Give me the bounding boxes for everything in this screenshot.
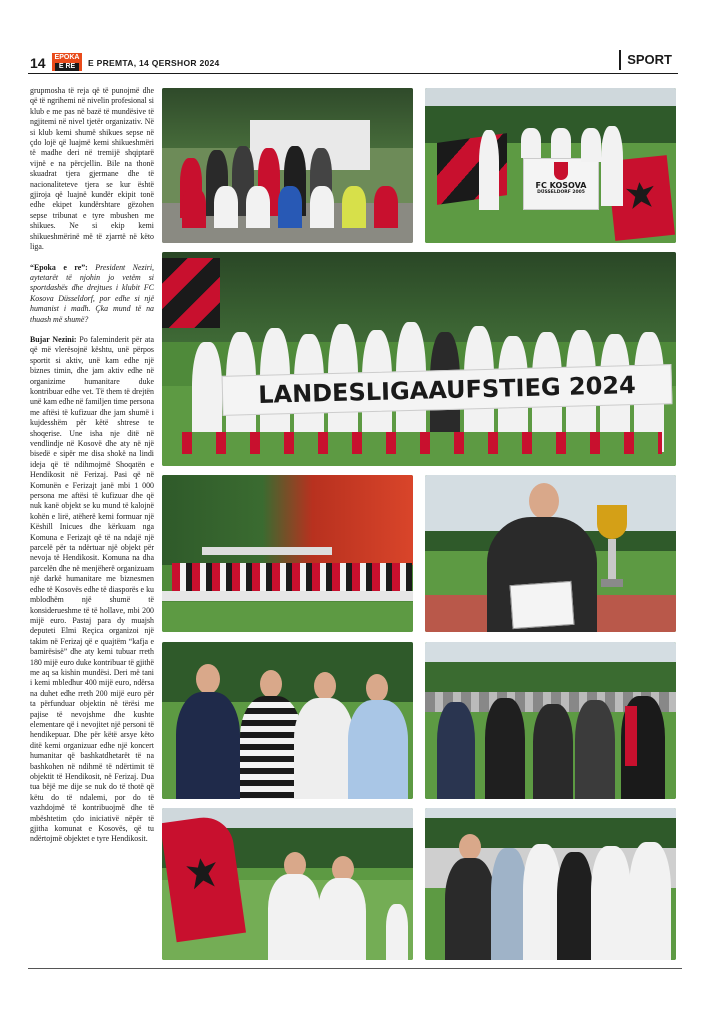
page-divider [28,968,682,969]
photo-flag-pair [162,808,413,960]
club-banner-title: FC KOSOVA [535,181,587,190]
question-text: President Neziri, aytetarët të njohin jo vetëm si sportdashës dhe drejtues i klubit FC Kosova Düsseldorf, por edhe si një humanist i madh. Çka mund të na thuash më shumë? [30,262,154,324]
photo-supporters-group [425,642,676,799]
question-label: “Epoka e re”: [30,262,88,272]
club-banner [523,158,599,210]
logo-line1: EPOKA [54,54,80,61]
club-crest-icon [554,162,568,180]
red-black-flag-icon [162,258,220,328]
answer-label: Bujar Nezini: [30,334,77,344]
photo-club-banner [425,88,676,243]
page-header [28,52,678,74]
photo-men-group [425,808,676,960]
photo-team-group [162,88,413,243]
article-paragraph: grupmosha të reja që të punojmë dhe që të ngrihemi në nivelin profesional si klub e me pas në bazë të mundësive të ngjitemi në nivel tjetër organizativ. Në si klub kemi shumë shikues sepse në çdo lojë që luajmë kemi shikueshmëri të madhe deri në tremijë shqiptarë vijnë e na përcjellin. Bile na thonë skuadrat tjera gjermane dhe të nacionaliteteve tjera se kur është gjiroja që luajnë kundër ekipit tonë edhe ekipet kundërshtare gëzohen sepse tribunat e tyre mbushen me shikues. Ne si ekip kemi shikueshmërinë më të zjarrtë në këto liga. [30,86,154,252]
section-label: SPORT [619,50,678,70]
logo-line2: E RE [55,63,79,71]
newspaper-logo [52,53,82,71]
photo-trophy-award [425,475,676,632]
page-number: 14 [30,55,46,71]
interview-answer [30,335,154,845]
answer-text: Po faleminderit për ata që më vlerësojnë kështu, unë përpos sportit si aktiv, unë kam edhe një biznes timin, dhe jam aktiv edhe në organizime humanitare duke kontribuar edhe vet. Të them të drejtën unë kam edhe në familjen time persona me aftësi të kufizuar dhe jam shumë i kujdesshëm për këtë shtrese te shoqerise. Une isha nje ditë në vendlindje në Kosovë dhe aty në një bisedë e sipër me disa shokë na lindi ideja që të ndihmojmë Shoqatën e Hendikosit në Ferizaj. Pasi që në Komunën e Ferizajt janë mbi 1 000 persona me aftësi të kufizuar dhe që nuk kanë objekt se ku mund të kalojnë kohën e lirë, atëherë kemi formuar një Këshill Inicues dhe kërkuam nga Komuna e Ferizajt që të na ndajë një parcelë për ta ndërtuar një objekt për nevoja të Hendikosit. Komuna na dha parcelën dhe në menjëherë organizuam një darkë humanitare me biznesmen edhe të Kosovës edhe të diasporës e ku mblodhëm një shumë të konsiderueshme të të hollave, mbi 200 mijë euro. Pastaj para dy muajsh deputeti Elmi Reçica organizoi një takim në Ferizaj që e quajtëm “kafja e bamirësisë” dhe aty kemi tubuar rreth 180 mijë euro duke kontribuar të gjithë me aq sa kishin mundësi. Deri më tani i kemi mbledhur 400 mijë euro, ndërsa na duhet edhe rreth 200 mijë euro për ta përfunduar objektin në tërësi me pajise të nevojshme dhe kushte elementare që i nevojitet një personi të hendikepuar. Dhe për këtë arsye këto ditë kemi organizuar edhe një koncert humanitar që bashkatdhetarët të na bashkohen në ndihmë të ndërtimit të objektit të Hendikosit, në Ferizaj. Dua tua bëjë me dije se nuk do të thotë që këtu do të ndalemi, por do të vazhdojmë të kontribuojmë dhe të mbështetim çdo iniciativë nëpër të gjitha komunat e Kosovës, që tu ndërtojmë objektet e tyre Hendikosit. [30,334,155,844]
promotion-banner: LANDESLIGAAUFSTIEG 2024 [222,364,673,416]
photo-promotion-celebration [162,252,676,466]
photo-fans-flares [162,475,413,632]
club-banner-subtitle: DÜSSELDORF 2005 [537,190,585,195]
avatar [529,483,559,519]
photo-four-men [162,642,413,799]
trophy-icon [597,505,627,595]
article-column [30,86,154,855]
interview-question [30,263,154,325]
issue-date: E PREMTA, 14 QERSHOR 2024 [88,58,220,68]
